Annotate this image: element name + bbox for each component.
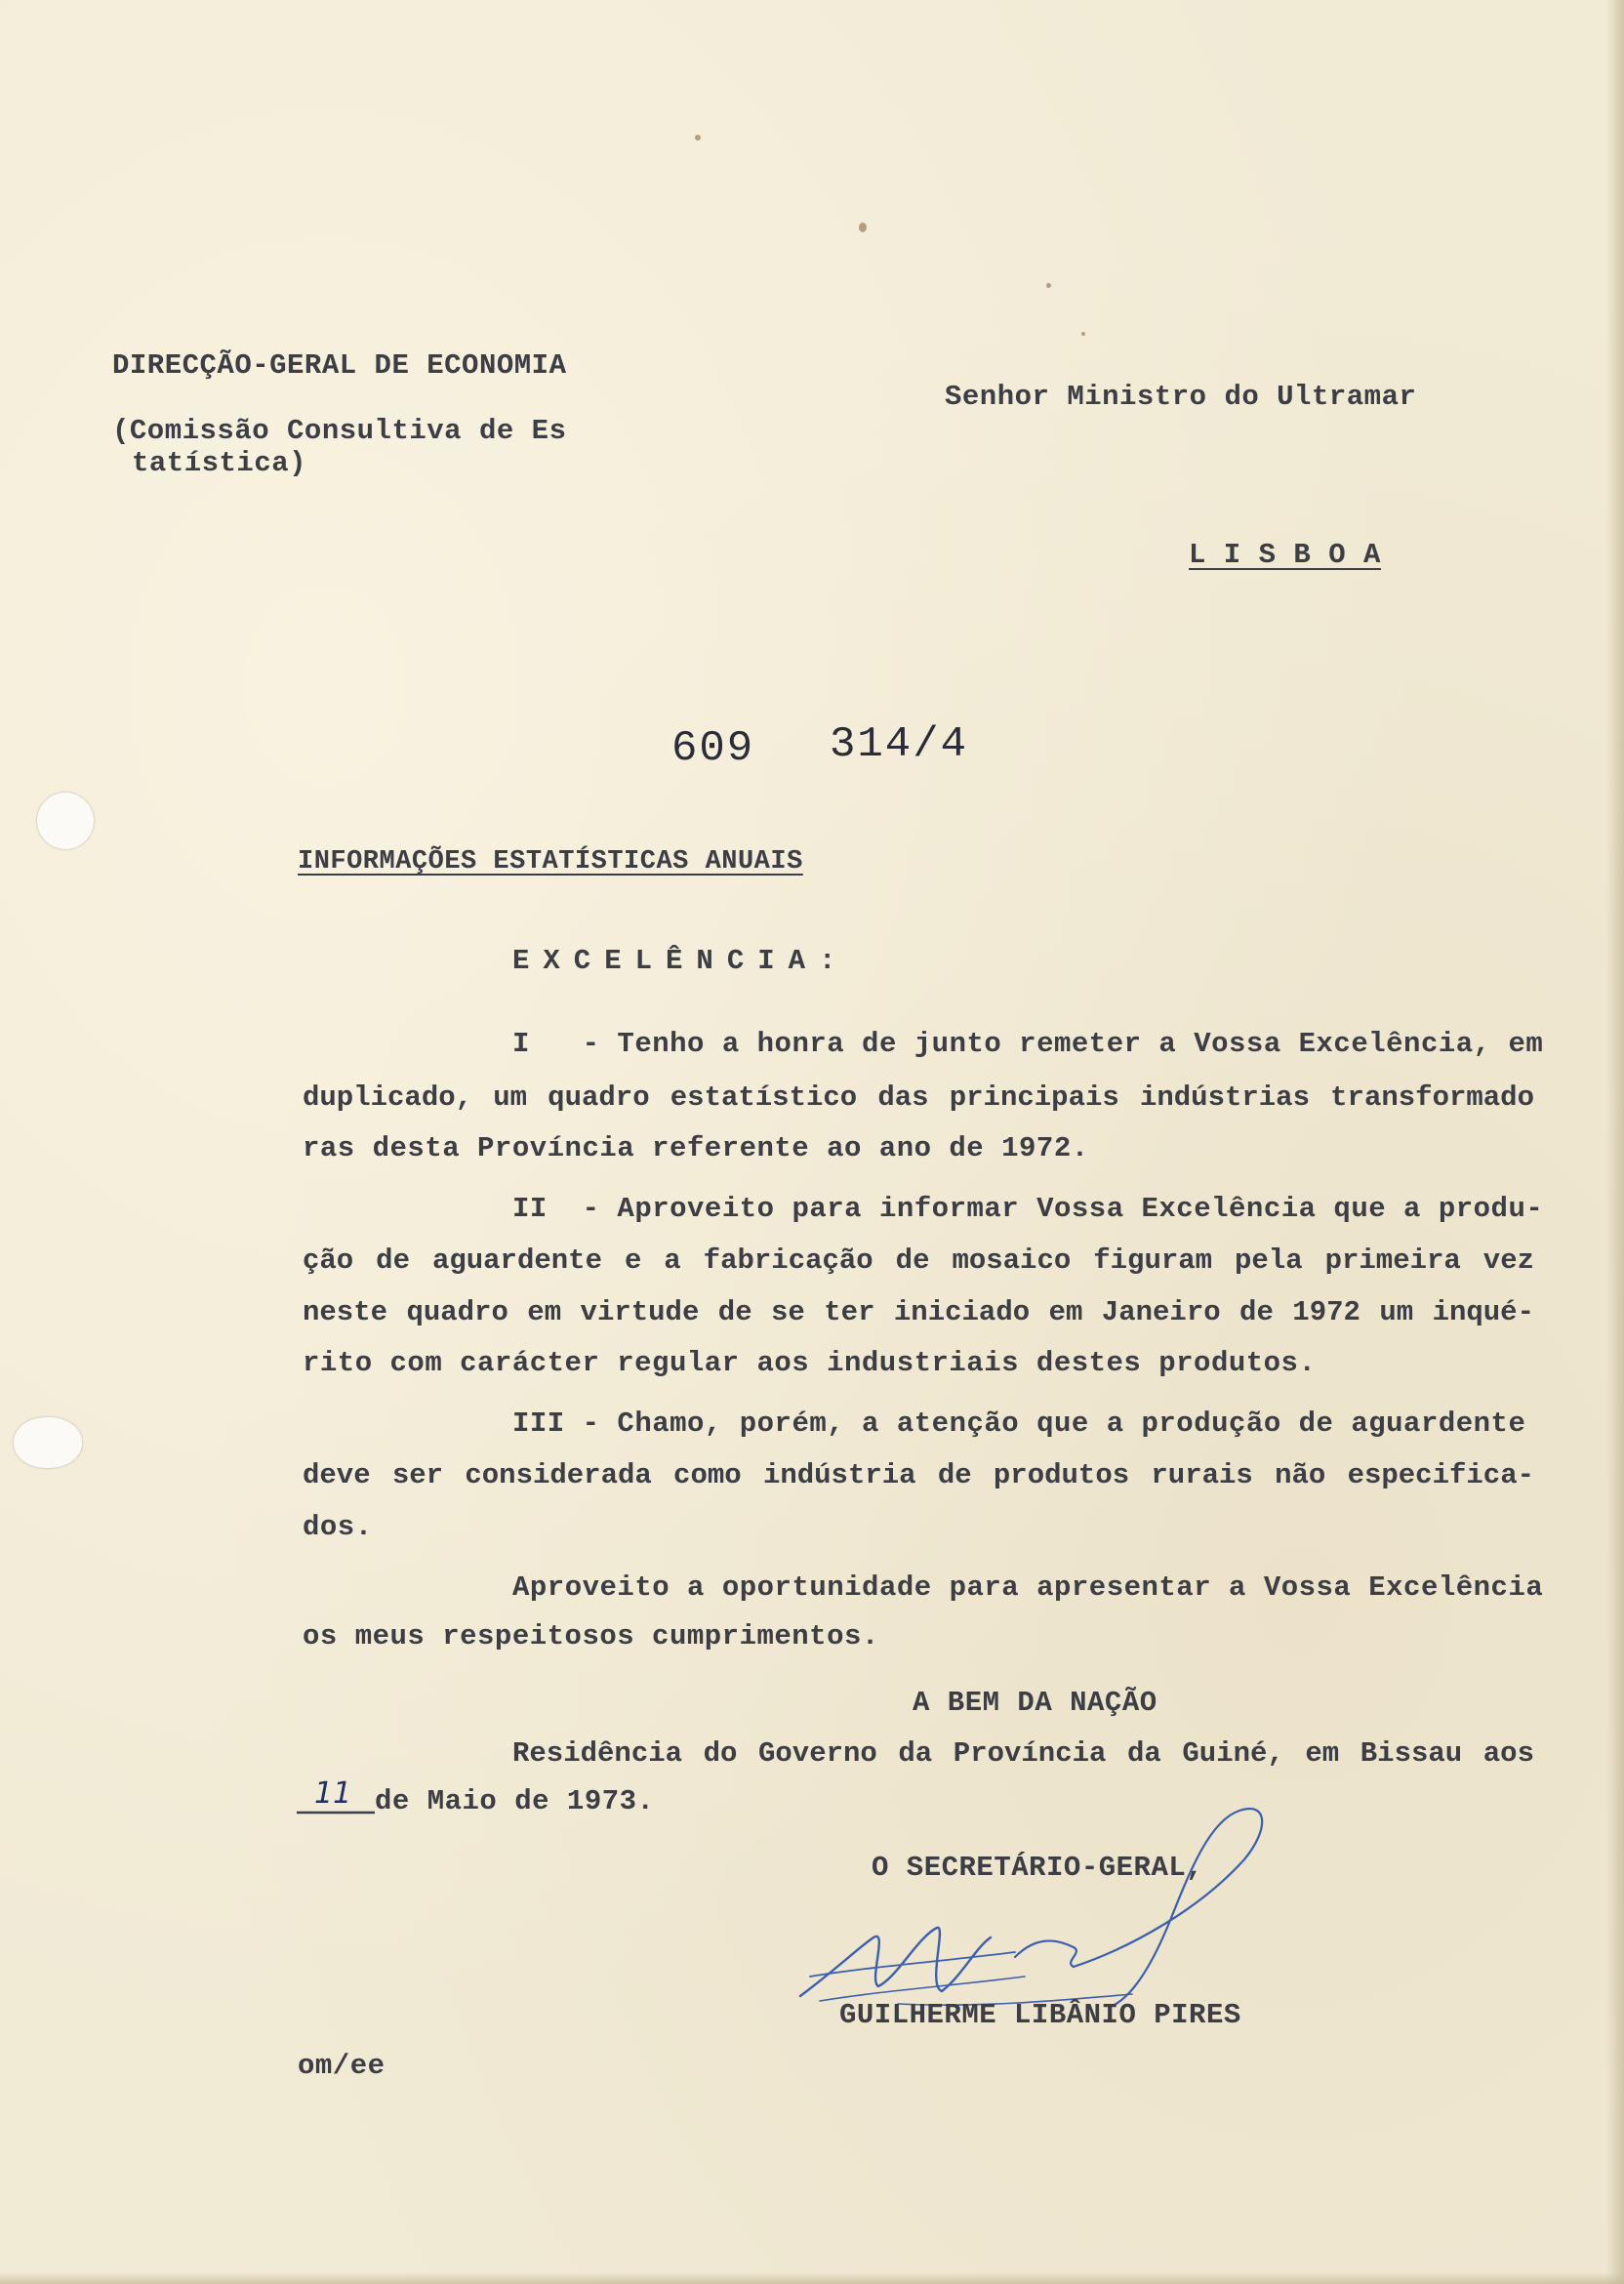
paragraph-3-line-1: III - Chamo, porém, a atenção que a produção de aguardente: [512, 1407, 1526, 1440]
signer-name: GUILHERME LIBÂNIO PIRES: [839, 1999, 1241, 2031]
typist-initials: om/ee: [298, 2050, 386, 2082]
department-line-3: tatística): [132, 447, 307, 479]
page-edge-right: [1606, 0, 1624, 2284]
paragraph-2-line-1: II - Aproveito para informar Vossa Excelência que a produ-: [512, 1193, 1544, 1225]
department-line-1: DIRECÇÃO-GERAL DE ECONOMIA: [112, 349, 567, 382]
closing-motto: A BEM DA NAÇÃO: [913, 1687, 1157, 1719]
reference-number-left: 609: [671, 724, 755, 773]
closing-place-line: Residência do Governo da Província da Guiné, em Bissau aos: [512, 1737, 1534, 1770]
paragraph-3-line-3: dos.: [303, 1511, 373, 1543]
paragraph-1-line-2: duplicado, um quadro estatístico das principais indústrias transformado: [303, 1081, 1534, 1114]
signer-title: O SECRETÁRIO-GERAL,: [872, 1852, 1204, 1884]
handwritten-day: 11: [314, 1776, 352, 1811]
addressee-city: L I S B O A: [1189, 539, 1381, 571]
paper-speck: [859, 223, 867, 232]
punch-hole-top: [37, 793, 94, 849]
addressee: Senhor Ministro do Ultramar: [945, 381, 1417, 413]
paragraph-3-line-2: deve ser considerada como indústria de produtos rurais não especifica-: [303, 1459, 1534, 1491]
paragraph-1-line-1: I - Tenho a honra de junto remeter a Vossa Excelência, em: [512, 1028, 1544, 1060]
subject-heading: INFORMAÇÕES ESTATÍSTICAS ANUAIS: [298, 847, 803, 877]
punch-hole-bottom: [14, 1417, 82, 1468]
department-line-2: (Comissão Consultiva de Es: [112, 415, 567, 447]
closing-date-rest: de Maio de 1973.: [375, 1785, 655, 1817]
paragraph-2-line-4: rito com carácter regular aos industriais destes produtos.: [303, 1347, 1317, 1379]
paper-speck: [1046, 283, 1051, 288]
paragraph-4-line-2: os meus respeitosos cumprimentos.: [303, 1620, 879, 1652]
reference-number-right: 314/4: [830, 720, 969, 769]
paragraph-1-line-3: ras desta Província referente ao ano de 1972.: [303, 1132, 1089, 1164]
paragraph-2-line-2: ção de aguardente e a fabricação de mosaico figuram pela primeira vez: [303, 1244, 1534, 1277]
day-underline: [297, 1809, 375, 1818]
paragraph-4-line-1: Aproveito a oportunidade para apresentar a Vossa Excelência: [512, 1571, 1544, 1604]
paragraph-2-line-3: neste quadro em virtude de se ter iniciado em Janeiro de 1972 um inqué-: [303, 1296, 1534, 1328]
page-edge-bottom: [0, 2272, 1624, 2284]
salutation: EXCELÊNCIA:: [512, 945, 850, 977]
paper-speck: [695, 135, 701, 141]
paper-speck: [1081, 332, 1085, 336]
